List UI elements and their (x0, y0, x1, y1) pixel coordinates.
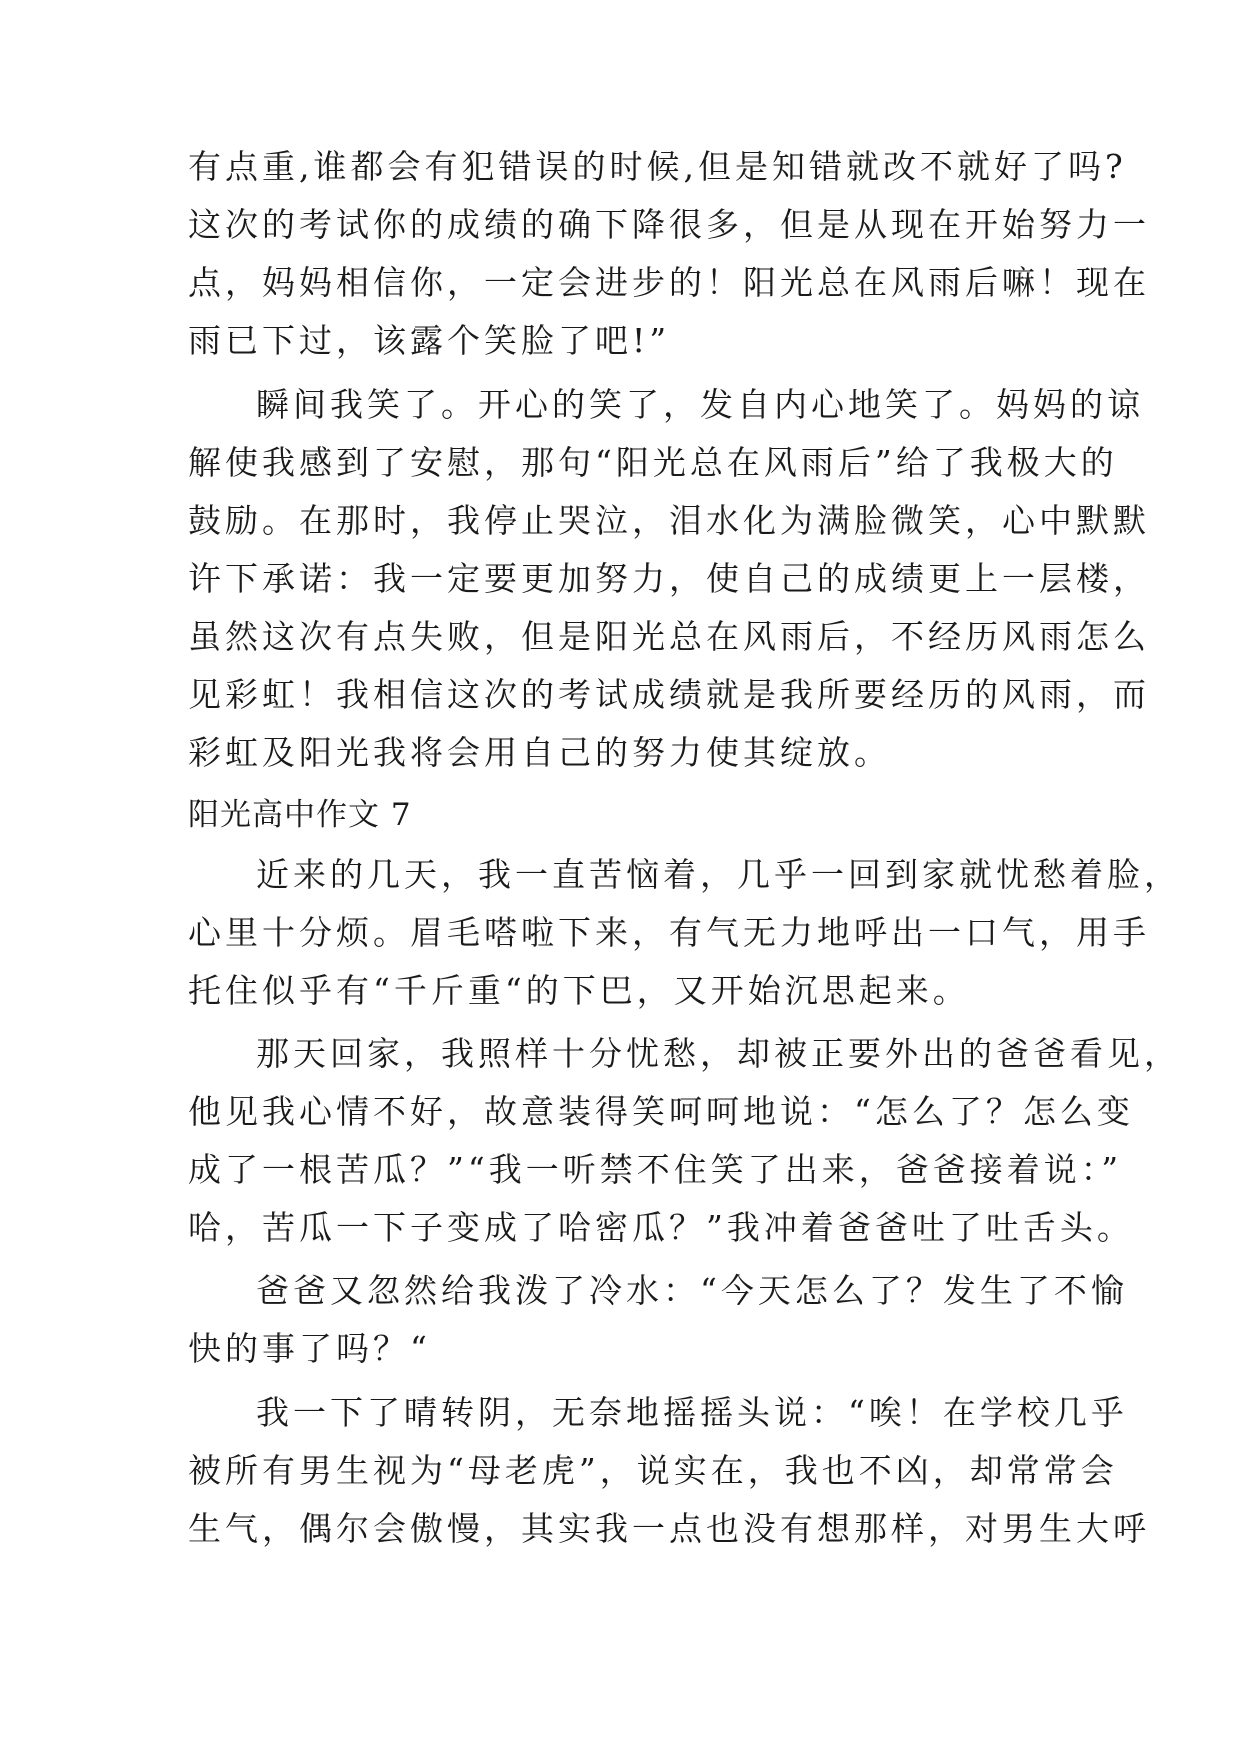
text-line: 生气，偶尔会傲慢，其实我一点也没有想那样，对男生大呼 (188, 1509, 1150, 1548)
text-line: 有点重,谁都会有犯错误的时候,但是知错就改不就好了吗? (188, 147, 1127, 186)
paragraph-first-line: 近来的几天，我一直苦恼着，几乎一回到家就忧愁着脸， (256, 855, 1181, 894)
paragraph-first-line: 瞬间我笑了。开心的笑了，发自内心地笑了。妈妈的谅 (256, 385, 1144, 424)
text-line: 成了一根苦瓜？”“我一听禁不住笑了出来，爸爸接着说：” (188, 1150, 1123, 1189)
text-line: 点，妈妈相信你，一定会进步的！阳光总在风雨后嘛！现在 (188, 263, 1150, 302)
paragraph-first-line: 那天回家，我照样十分忧愁，却被正要外出的爸爸看见， (256, 1034, 1181, 1073)
paragraph-first-line: 爸爸又忽然给我泼了冷水：“今天怎么了？发生了不愉 (256, 1271, 1128, 1310)
text-line: 虽然这次有点失败，但是阳光总在风雨后，不经历风雨怎么 (188, 617, 1150, 656)
text-line: 被所有男生视为“母老虎”，说实在，我也不凶，却常常会 (188, 1451, 1118, 1490)
text-line: 鼓励。在那时，我停止哭泣，泪水化为满脸微笑，心中默默 (188, 501, 1150, 540)
text-line: 许下承诺：我一定要更加努力，使自己的成绩更上一层楼， (188, 559, 1150, 598)
text-line: 解使我感到了安慰，那句“阳光总在风雨后”给了我极大的 (188, 443, 1118, 482)
text-line: 见彩虹！我相信这次的考试成绩就是我所要经历的风雨，而 (188, 675, 1150, 714)
text-line: 快的事了吗？“ (188, 1329, 431, 1368)
section-heading: 阳光高中作文 7 (188, 797, 412, 833)
text-line: 彩虹及阳光我将会用自己的努力使其绽放。 (188, 733, 891, 772)
text-line: 他见我心情不好，故意装得笑呵呵地说：“怎么了？怎么变 (188, 1092, 1134, 1131)
text-line: 哈，苦瓜一下子变成了哈密瓜？”我冲着爸爸吐了吐舌头。 (188, 1208, 1134, 1247)
text-line: 托住似乎有“千斤重“的下巴，又开始沉思起来。 (188, 971, 970, 1010)
text-line: 这次的考试你的成绩的确下降很多，但是从现在开始努力一 (188, 205, 1150, 244)
paragraph-first-line: 我一下了晴转阴，无奈地摇摇头说：“唉！在学校几乎 (256, 1393, 1128, 1432)
text-line: 雨已下过，该露个笑脸了吧!” (188, 321, 671, 360)
text-line: 心里十分烦。眉毛嗒啦下来，有气无力地呼出一口气，用手 (188, 913, 1150, 952)
